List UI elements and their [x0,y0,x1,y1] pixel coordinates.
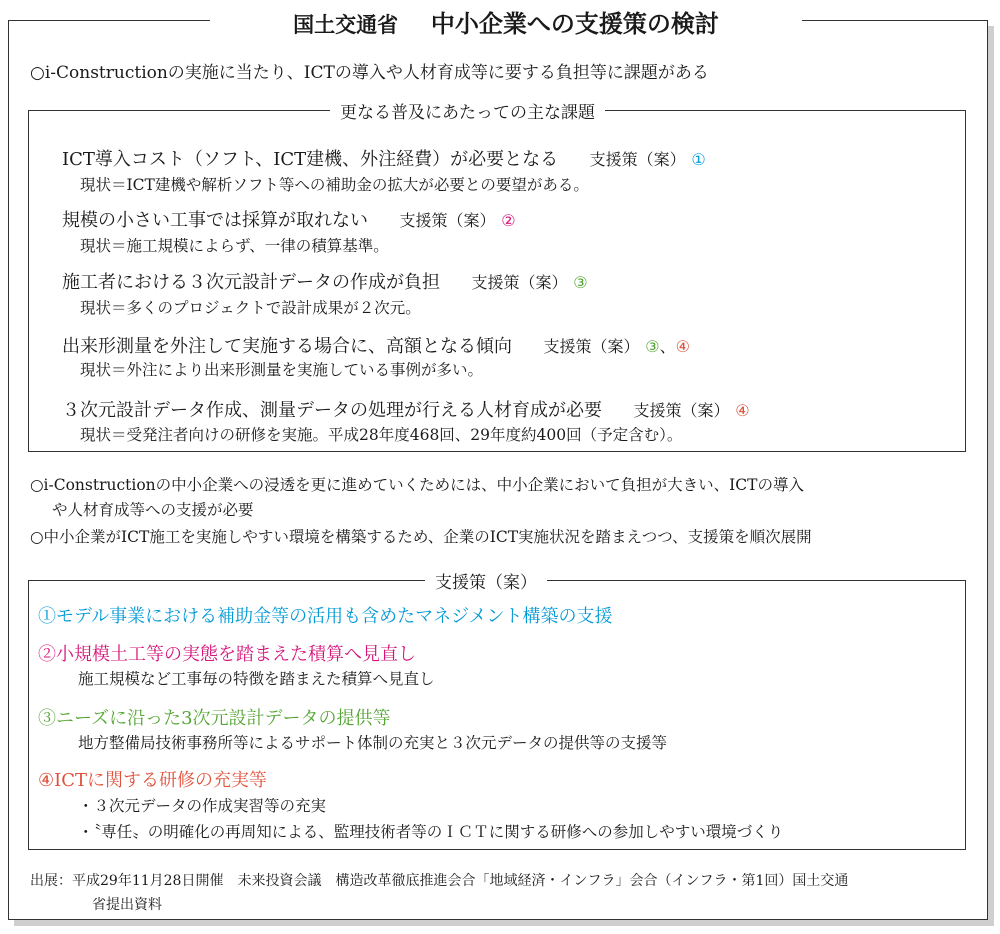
issue-tag: 支援策（案） [633,401,730,420]
plan-heading: 支援策（案） [425,568,547,593]
plan-item-4: ④ICTに関する研修の充実等 [38,770,268,791]
issue-mark-sep: 、 [659,337,676,356]
issue-mark: ④ [675,337,690,356]
plan-item-2: ②小規模土工等の実態を踏まえた積算へ見直し [38,644,416,665]
middle-line-1: ○i-Constructionの中小企業への浸透を更に進めていくためには、中小企業において負担が大きい、ICTの導入 [30,476,804,494]
plan-item-4-bullet-1: ・３次元データの作成実習等の充実 [78,797,327,815]
title-org: 国土交通省 [293,12,399,37]
issue-row-5 [62,396,750,422]
plan-item-1: ①モデル事業における補助金等の活用も含めたマネジメント構築の支援 [38,606,613,627]
issue-text: ICT導入コスト（ソフト、ICT建機、外注経費）が必要となる [62,149,559,170]
issue-text: 規模の小さい工事では採算が取れない [62,210,368,231]
plan-item-3: ③ニーズに沿った3次元設計データの提供等 [38,708,391,729]
issue-mark: ③ [573,273,588,292]
issue-tag: 支援策（案） [399,211,496,230]
issue-detail-2: 現状＝施工規模によらず、一律の積算基準。 [80,237,389,255]
issue-mark: ③ [645,337,660,356]
issue-mark: ② [501,211,516,230]
issues-heading: 更なる普及にあたっての主な課題 [330,98,605,123]
title-main: 中小企業への支援策の検討 [430,9,719,38]
issue-text: 出来形測量を外注して実施する場合に、高額となる傾向 [62,336,512,357]
issue-tag: 支援策（案） [471,273,568,292]
source-line-1: 出展：平成29年11月28日開催 未来投資会議 構造改革徹底推進会合「地域経済・インフラ」会合（インフラ・第1回）国土交通 [30,873,849,889]
source-line-2: 省提出資料 [92,897,162,913]
middle-line-1b: や人材育成等への支援が必要 [52,501,254,519]
issue-mark: ④ [735,401,750,420]
page-title [210,4,802,39]
issue-text: 施工者における３次元設計データの作成が負担 [62,272,440,293]
plan-item-3-sub: 地方整備局技術事務所等によるサポート体制の充実と３次元データの提供等の支援等 [78,734,668,752]
issue-detail-1: 現状＝ICT建機や解析ソフト等への補助金の拡大が必要との要望がある。 [80,176,589,194]
issue-tag: 支援策（案） [589,150,686,169]
issue-detail-4: 現状＝外注により出来形測量を実施している事例が多い。 [80,361,484,379]
issue-mark: ① [691,150,706,169]
issue-detail-3: 現状＝多くのプロジェクトで設計成果が２次元。 [80,299,421,317]
plan-item-4-bullet-2: ・〝専任〟の明確化の再周知による、監理技術者等のＩＣＴに関する研修への参加しやすい環境づくり [78,823,784,841]
issue-detail-5: 現状＝受発注者向けの研修を実施。平成28年度468回、29年度約400回（予定含む）。 [80,426,683,444]
issue-text: ３次元設計データ作成、測量データの処理が行える人材育成が必要 [62,400,602,421]
issue-row-3 [62,268,588,294]
issue-tag: 支援策（案） [543,337,640,356]
intro-text: ○i-Constructionの実施に当たり、ICTの導入や人材育成等に要する負担等に課題がある [30,63,709,83]
plan-item-2-sub: 施工規模など工事毎の特徴を踏まえた積算へ見直し [78,670,435,688]
middle-line-2: ○中小企業がICT施工を実施しやすい環境を構築するため、企業のICT実施状況を踏まえつつ、支援策を順次展開 [30,528,812,546]
issue-row-1 [62,145,706,171]
issue-row-2 [62,206,516,232]
issue-row-4 [62,332,690,358]
